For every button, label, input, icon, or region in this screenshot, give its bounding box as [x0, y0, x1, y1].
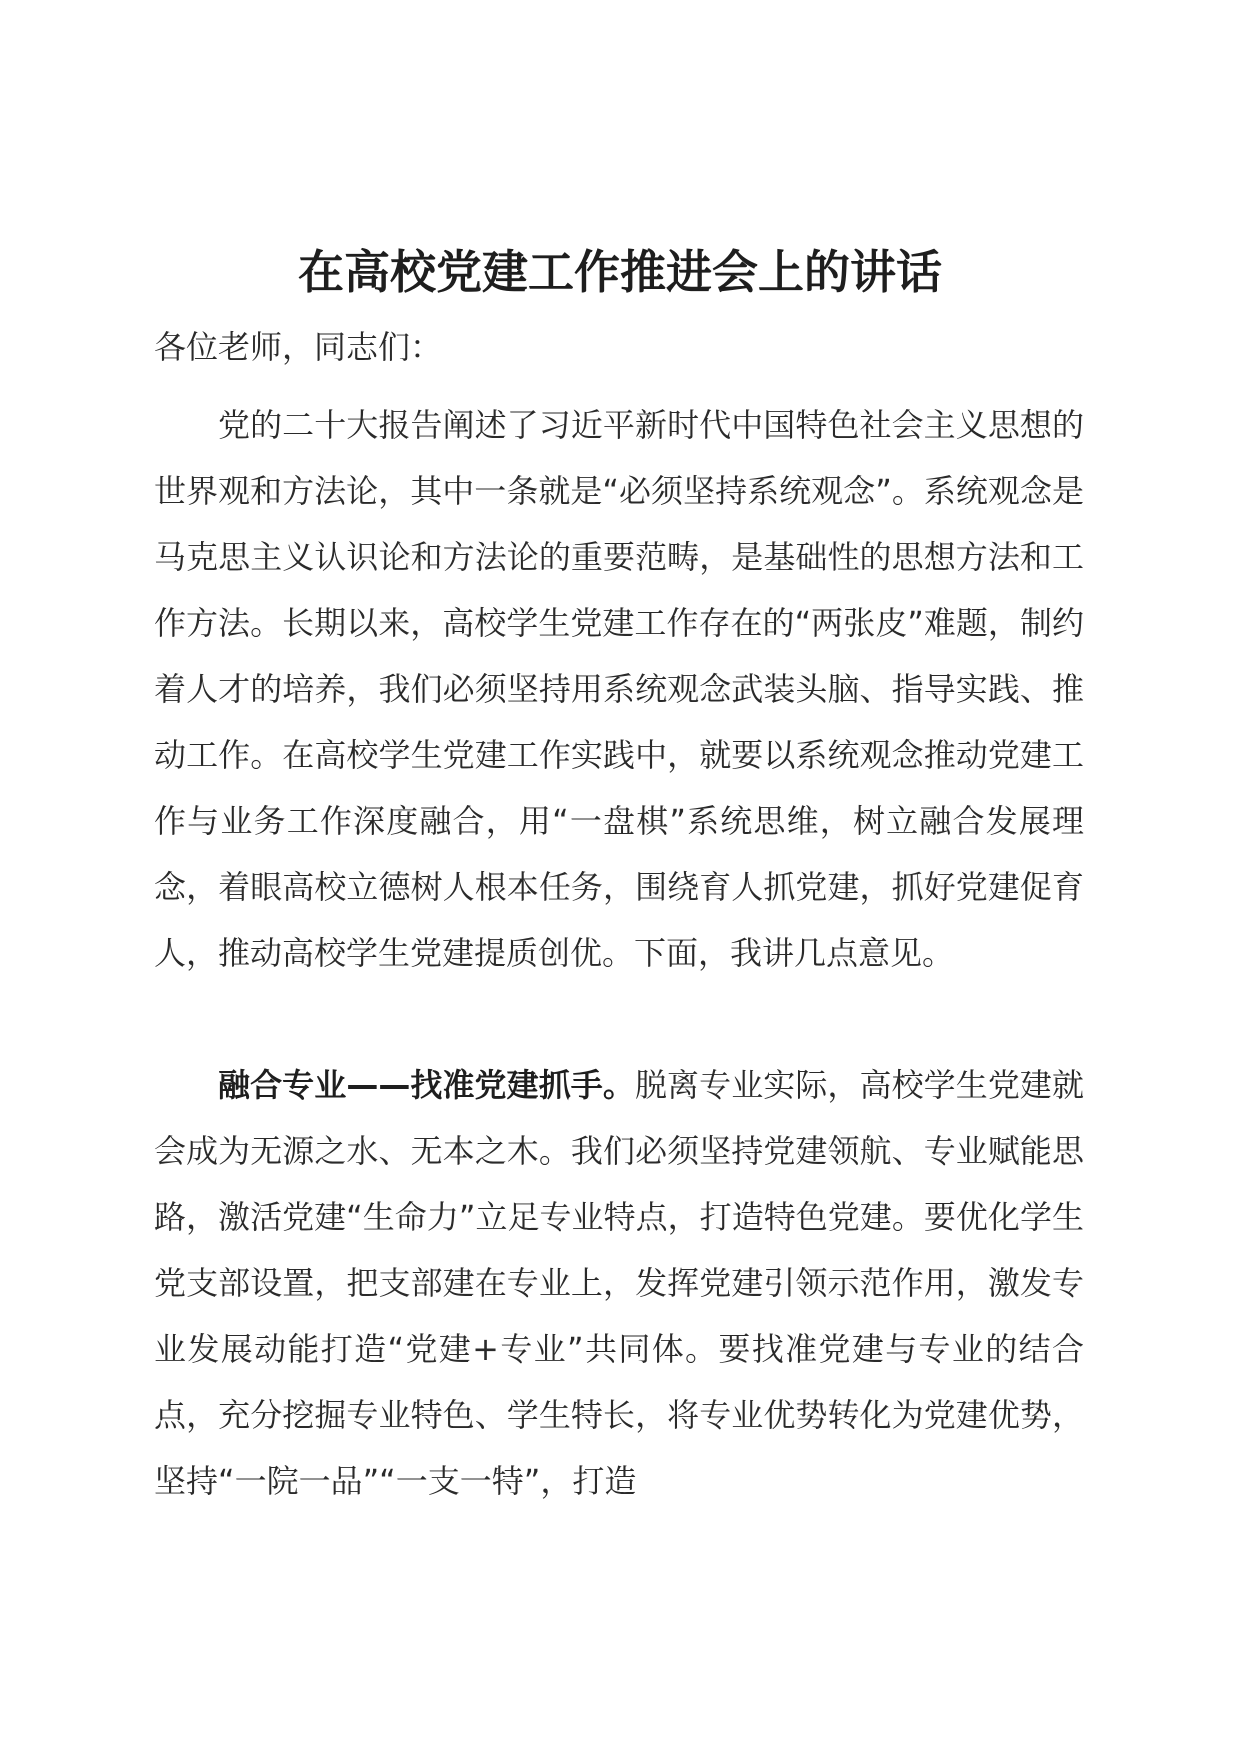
greeting: 各位老师，同志们：	[154, 328, 443, 366]
section-one-body: 脱离专业实际，高校学生党建就会成为无源之水、无本之木。我们必须坚持党建领航、专业赋能思路，激活党建“生命力”立足专业特点，打造特色党建。要优化学生党支部设置，把支部建在专业上，发挥党建引领示范作用，激发专业发展动能打造“党建+专业”共同体。要找准党建与专业的结合点，充分挖掘专业特色、学生特长，将专业优势转化为党建优势，坚持“一院一品”“一支一特”，打造	[154, 1066, 1084, 1500]
paragraph-intro: 党的二十大报告阐述了习近平新时代中国特色社会主义思想的世界观和方法论，其中一条就是“必须坚持系统观念”。系统观念是马克思主义认识论和方法论的重要范畴，是基础性的思想方法和工作方法。长期以来，高校学生党建工作存在的“两张皮”难题，制约着人才的培养，我们必须坚持用系统观念武装头脑、指导实践、推动工作。在高校学生党建工作实践中，就要以系统观念推动党建工作与业务工作深度融合，用“一盘棋”系统思维，树立融合发展理念，着眼高校立德树人根本任务，围绕育人抓党建，抓好党建促育人，推动高校学生党建提质创优。下面，我讲几点意见。	[154, 406, 1084, 972]
paragraph-section-one	[154, 1052, 1084, 1514]
document-title: 在高校党建工作推进会上的讲话	[298, 245, 942, 299]
section-one-heading: 融合专业——找准党建抓手。	[218, 1066, 635, 1104]
